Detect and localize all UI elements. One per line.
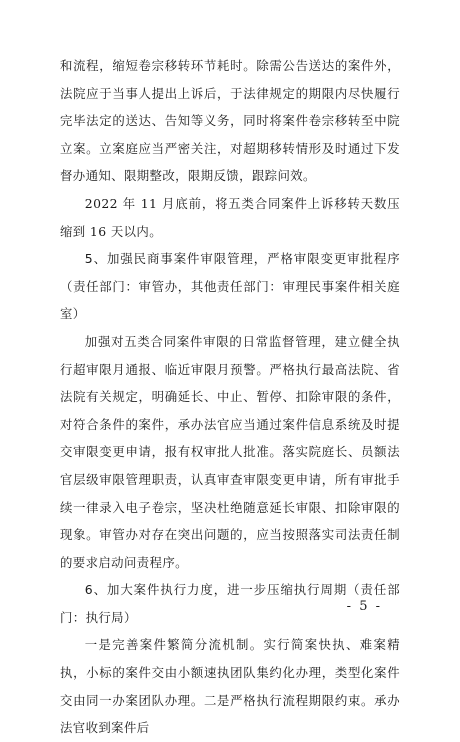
paragraph-filing-process: 和流程，缩短卷宗移转环节耗时。除需公告送达的案件外，法院应于当事人提出上诉后，于法律规定的期限内尽快履行完毕法定的送达、告知等义务，同时将案件卷宗移转至中院立案。立案庭应当严密关注，对超期移转情形及时通过下发督办通知、限期整改，限期反馈，跟踪问效。 (60, 58, 400, 184)
paragraph-deadline: 2022 年 11 月底前，将五类合同案件上诉移转天数压缩到 16 天以内。 (60, 195, 400, 239)
paragraph-execution: 一是完善案件繁简分流机制。实行简案快执、难案精执，小标的案件交由小额速执团队集约化办理，类型化案件交由同一办案团队办理。二是严格执行流程期限约束。承办法官收到案件后 (60, 637, 400, 736)
paragraph-trial-limit: 加强对五类合同案件审限的日常监督管理，建立健全执行超审限月通报、临近审限月预警。严格执行最高法院、省法院有关规定，明确延长、中止、暂停、扣除审限的条件，对符合条件的案件，承办法官应当通过案件信息系统及时提交审限变更申请，报有权审批人批准。落实院庭长、员额法官层级审限管理职责，认真审查审限变更申请，所有审批手续一律录入电子卷宗，坚决杜绝随意延长审限、扣除审限的现象。审管办对存在突出问题的，应当按照落实司法责任制的要求启动问责程序。 (60, 333, 400, 570)
page-number: - 5 - (346, 599, 382, 614)
section-heading-6: 6、加大案件执行力度，进一步压缩执行周期（责任部门：执行局） (60, 582, 400, 625)
section-heading-5: 5、加强民商事案件审限管理，严格审限变更审批程序（责任部门：审管办，其他责任部门：审理民事案件相关庭室） (60, 251, 400, 322)
